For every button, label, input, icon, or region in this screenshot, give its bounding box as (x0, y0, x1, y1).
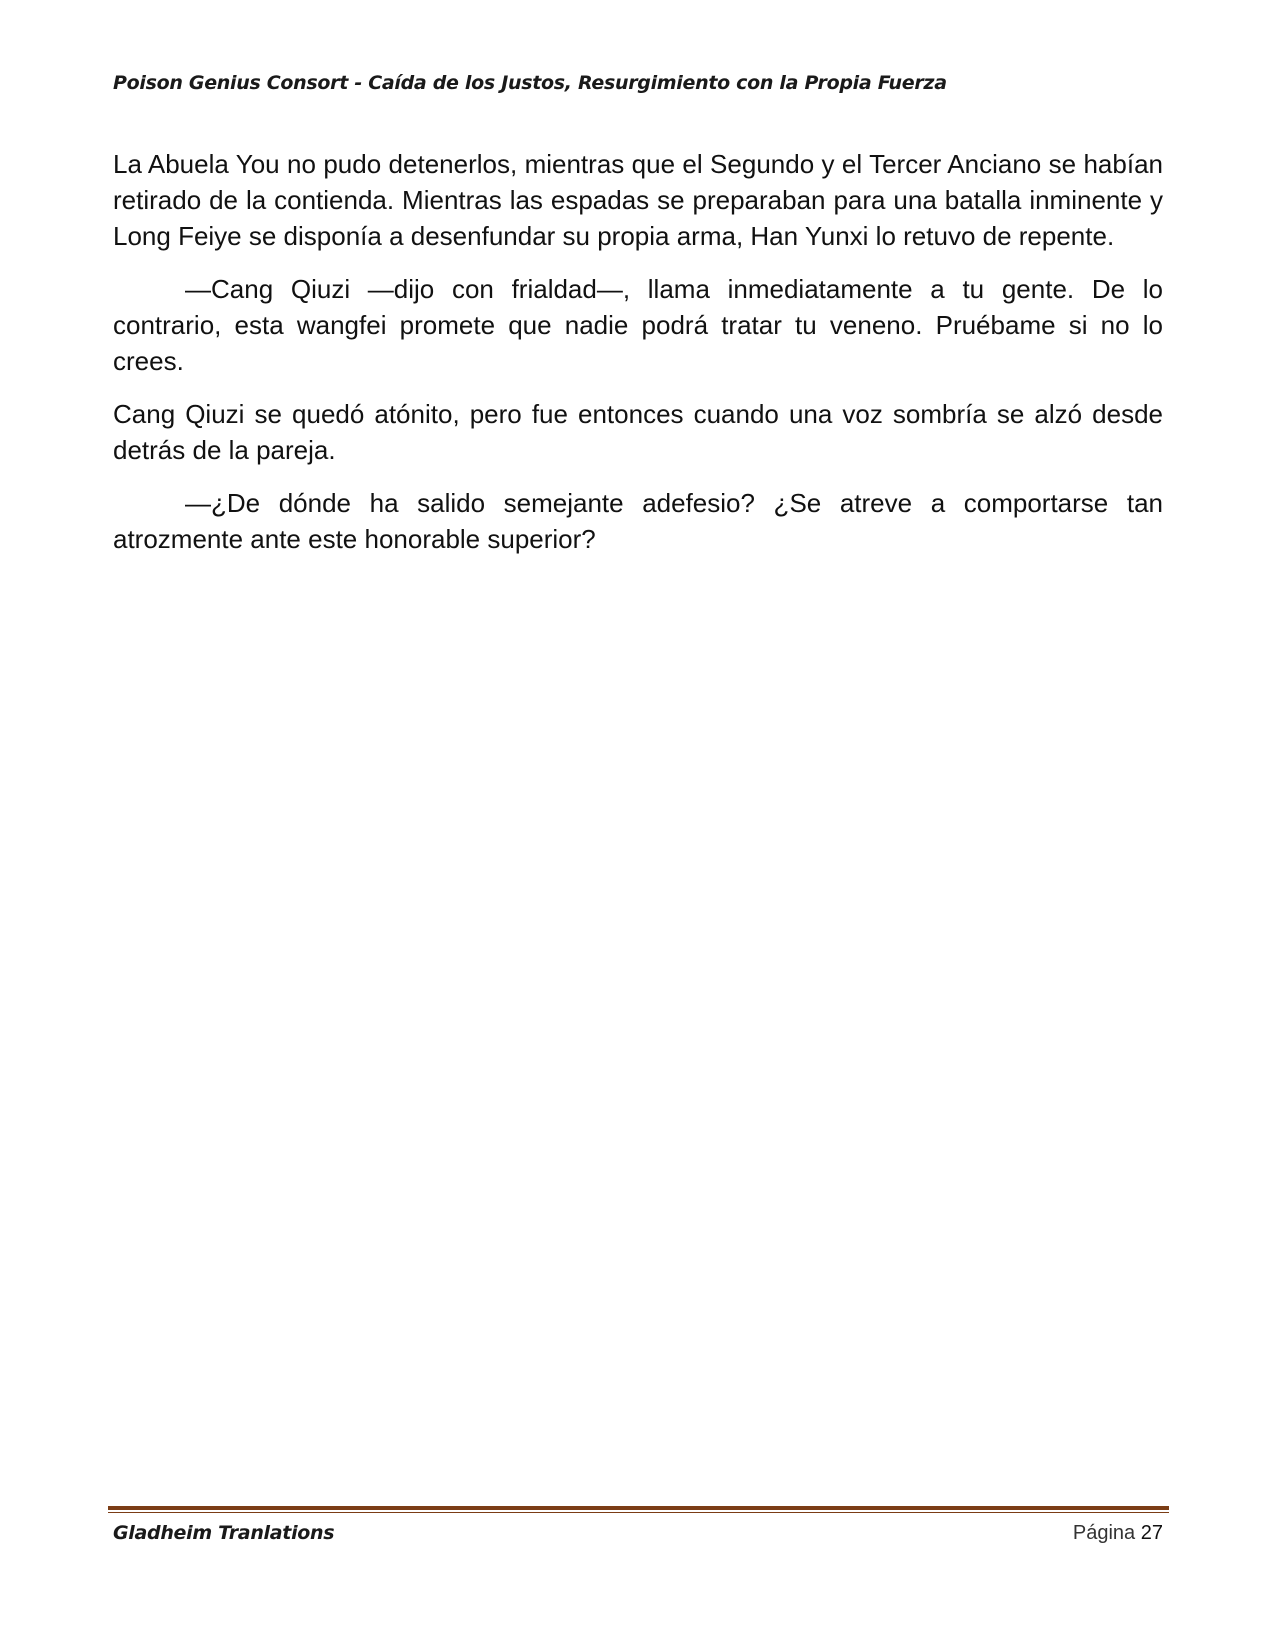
running-header: Poison Genius Consort - Caída de los Justos, Resurgimiento con la Propia Fuerza (113, 72, 947, 94)
paragraph-1: La Abuela You no pudo detenerlos, mientras que el Segundo y el Tercer Anciano se habían retirado de la contienda. Mientras las espadas se preparaban para una batalla inminente y Long Feiye se disponía a desenfundar su propia arma, Han Yunxi lo retuvo de repente. (113, 149, 1163, 251)
paragraph-2-dialogue: —Cang Qiuzi —dijo con frialdad—, llama inmediatamente a tu gente. De lo contrario, esta wangfei promete que nadie podrá tratar tu veneno. Pruébame si no lo crees. (113, 274, 1163, 376)
footer-publisher: Gladheim Tranlations (113, 1522, 335, 1544)
footer-divider (108, 1506, 1169, 1510)
page-label: Página (1072, 1522, 1136, 1544)
paragraph-4-dialogue: —¿De dónde ha salido semejante adefesio? ¿Se atreve a comportarse tan atrozmente ante este honorable superior? (113, 488, 1163, 554)
footer-divider-thin (108, 1512, 1169, 1513)
page-number (1073, 1522, 1163, 1545)
document-body (113, 146, 1163, 574)
page-number-value: 27 (1140, 1522, 1163, 1544)
paragraph-3: Cang Qiuzi se quedó atónito, pero fue entonces cuando una voz sombría se alzó desde detrás de la pareja. (113, 399, 1163, 465)
